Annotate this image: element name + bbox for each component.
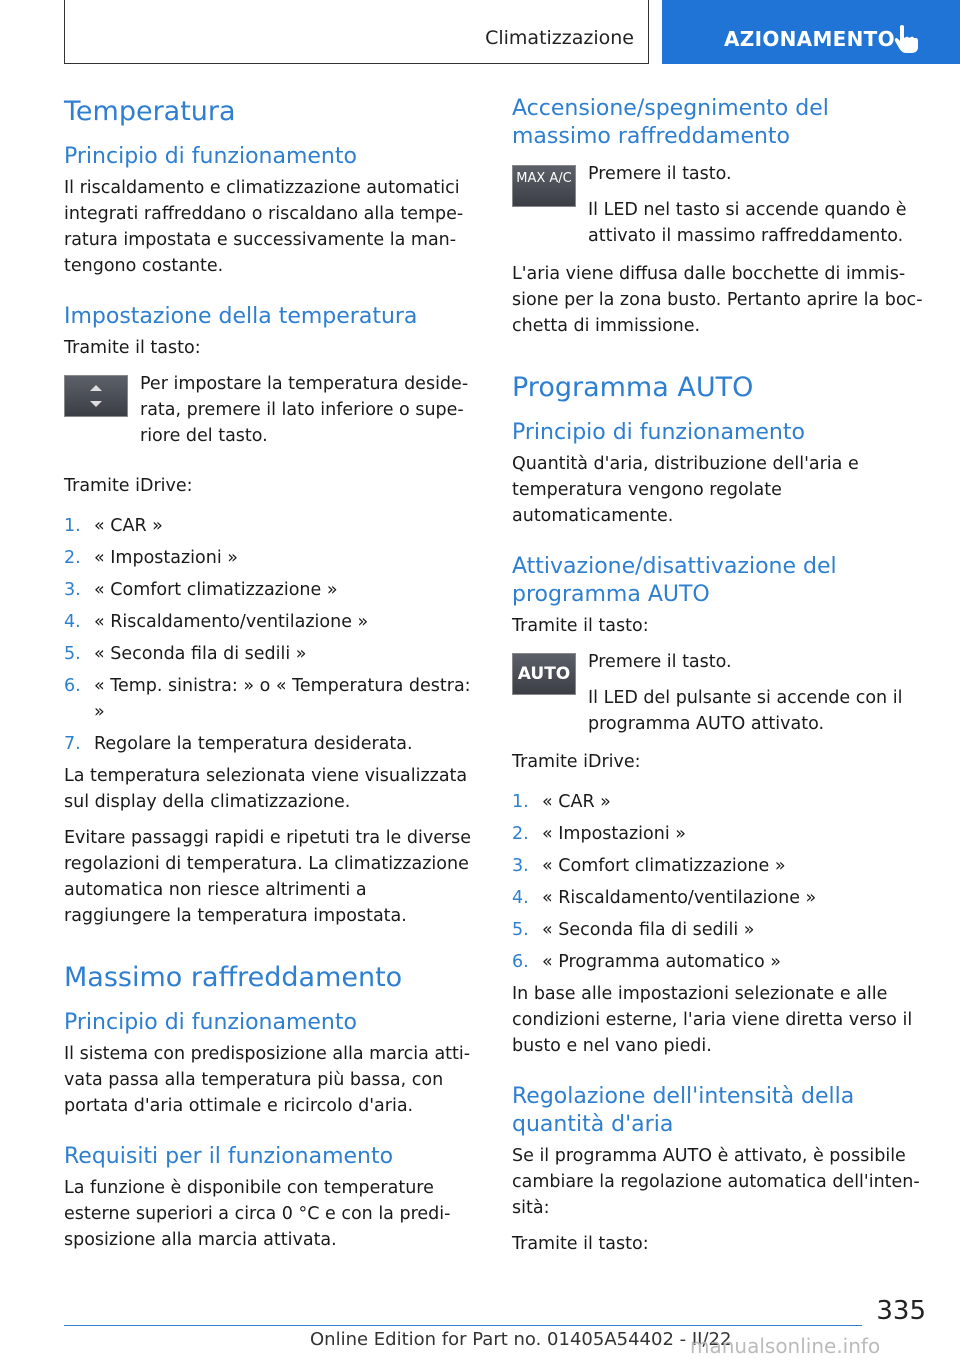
requisiti-title: Requisiti per il funzionamento: [64, 1144, 394, 1169]
footer-divider: [64, 1325, 862, 1326]
left-steps-list: [64, 513, 476, 757]
up-down-arrows-icon: [65, 376, 127, 416]
tramite-idrive: Tramite iDrive:: [64, 476, 193, 496]
header-section-box: [64, 0, 649, 64]
list-item: 6. « Temp. sinistra: » o « Temperatura destra: »: [64, 676, 471, 722]
programma-auto-title: Programma AUTO: [512, 372, 754, 403]
led-auto-text: Il LED del pulsante si accende con il programma AUTO attivato.: [588, 688, 903, 734]
auto-button-image: AUTO: [512, 653, 576, 695]
temperatura-title: Temperatura: [64, 96, 236, 127]
led-max-text: Il LED nel tasto si accende quando è attivato il massimo raffreddamento.: [588, 200, 907, 246]
list-item: 5. « Seconda fila di sedili »: [64, 644, 307, 664]
list-item: 7. Regolare la temperatura desiderata.: [64, 734, 413, 754]
hand-pointer-icon: [894, 24, 920, 54]
regolazione-text: Se il programma AUTO è attivato, è possibile cambiare la regolazione automatica dell'intensità:: [512, 1146, 920, 1218]
auto-button-row: [512, 649, 924, 737]
attivazione-title: Attivazione/disattivazione del programma AUTO: [512, 554, 837, 607]
impostazione-title: Impostazione della temperatura: [64, 304, 418, 329]
watermark: manualsonline.info: [690, 1334, 881, 1358]
list-item: 2. « Impostazioni »: [512, 824, 686, 844]
requisiti-text: La funzione è disponibile con temperature esterne superiori a circa 0 °C e con la predisposizione alla marcia attivata.: [64, 1178, 451, 1250]
list-item: 4. « Riscaldamento/ventilazione »: [512, 888, 817, 908]
right-steps-list: [512, 789, 924, 975]
principio2-title: Principio di funzionamento: [64, 1010, 357, 1035]
tramite-tasto: Tramite il tasto:: [64, 338, 201, 358]
left-column: [64, 95, 476, 1263]
massimo-title: Massimo raffreddamento: [64, 962, 403, 993]
premere-text: Premere il tasto.: [588, 164, 732, 184]
principio-title: Principio di funzionamento: [64, 144, 357, 169]
tramite-tasto-r: Tramite il tasto:: [512, 616, 649, 636]
principio2-text: Il sistema con predisposizione alla marcia attivata passa alla temperatura più bassa, con portata d'aria ottimale e ricircolo d'aria.: [64, 1044, 471, 1116]
max-ac-button-row: [512, 161, 924, 249]
right-column: [512, 95, 924, 1267]
regolazione-title: Regolazione dell'intensità della quantità d'aria: [512, 1084, 855, 1137]
aria-text: L'aria viene diffusa dalle bocchette di immissione per la zona busto. Pertanto aprire la bocchetta di immissione.: [512, 264, 923, 336]
tramite-tasto2: Tramite il tasto:: [512, 1234, 649, 1254]
list-item: 1. « CAR »: [64, 516, 163, 536]
tramite-idrive-r: Tramite iDrive:: [512, 752, 641, 772]
header-chapter-box: [662, 0, 960, 64]
page-number: 335: [876, 1296, 926, 1326]
temperature-rocker-button-image: [64, 375, 128, 417]
premere2-text: Premere il tasto.: [588, 652, 732, 672]
principio-text: Il riscaldamento e climatizzazione automatici integrati raffreddano o riscaldano alla temperatura impostata e successivamente la mantengono costante.: [64, 178, 464, 276]
list-item: 3. « Comfort climatizzazione »: [64, 580, 338, 600]
in-base-text: In base alle impostazioni selezionate e alle condizioni esterne, l'aria viene diretta verso il busto e nel vano piedi.: [512, 984, 913, 1056]
temperature-button-text: Per impostare la temperatura desiderata, premere il lato inferiore o superiore del tasto.: [140, 374, 469, 446]
max-ac-button-image: MAX A/C: [512, 165, 576, 207]
principio3-text: Quantità d'aria, distribuzione dell'aria e temperatura vengono regolate automaticamente.: [512, 454, 859, 526]
principio3-title: Principio di funzionamento: [512, 420, 805, 445]
list-item: 4. « Riscaldamento/ventilazione »: [64, 612, 369, 632]
list-item: 5. « Seconda fila di sedili »: [512, 920, 755, 940]
list-item: 1. « CAR »: [512, 792, 611, 812]
list-item: 6. « Programma automatico »: [512, 952, 781, 972]
temperature-button-row: [64, 371, 476, 449]
evitare-text: Evitare passaggi rapidi e ripetuti tra le diverse regolazioni di temperatura. La climatizzazione automatica non riesce altrimenti a raggiungere la temperatura impostata.: [64, 828, 472, 926]
list-item: 2. « Impostazioni »: [64, 548, 238, 568]
visual-text: La temperatura selezionata viene visualizzata sul display della climatizzazione.: [64, 766, 468, 812]
header-section: Climatizzazione: [485, 27, 634, 49]
accensione-title: Accensione/spegnimento del massimo raffreddamento: [512, 96, 829, 149]
header-chapter: AZIONAMENTO: [724, 27, 895, 51]
edition-text: Online Edition for Part no. 01405A54402 - II/22: [310, 1329, 732, 1350]
list-item: 3. « Comfort climatizzazione »: [512, 856, 786, 876]
